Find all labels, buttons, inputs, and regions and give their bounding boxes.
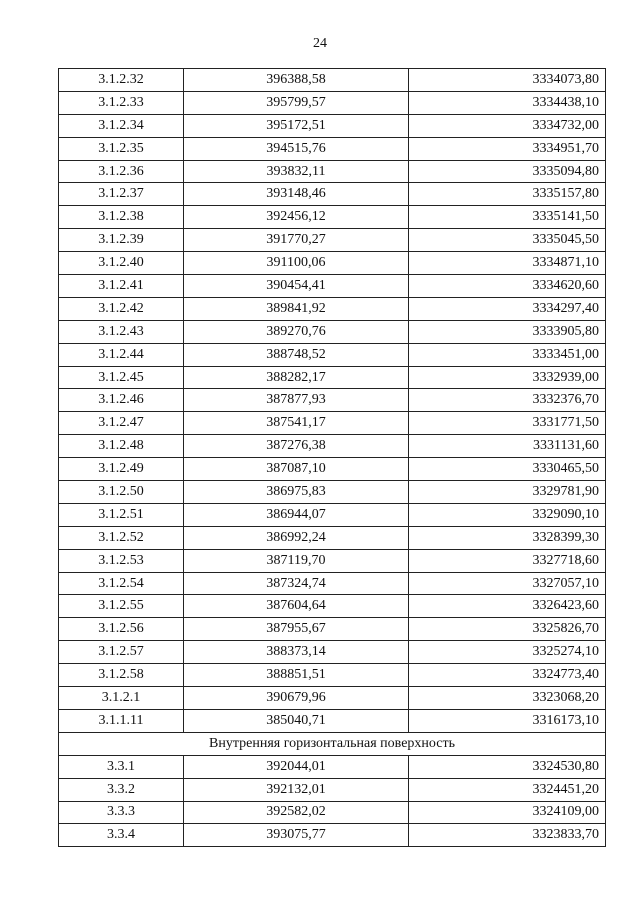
table-row [59, 252, 606, 275]
table-row [59, 824, 606, 847]
point-id-cell: 3.1.2.34 [59, 114, 184, 137]
point-id-cell: 3.1.2.54 [59, 572, 184, 595]
x-coordinate-cell: 388282,17 [184, 366, 409, 389]
point-id-cell: 3.1.2.46 [59, 389, 184, 412]
point-id-cell: 3.3.4 [59, 824, 184, 847]
x-coordinate-cell: 387955,67 [184, 618, 409, 641]
table-row [59, 709, 606, 732]
x-coordinate-cell: 395799,57 [184, 91, 409, 114]
table-row [59, 69, 606, 92]
table-row [59, 91, 606, 114]
table-row [59, 160, 606, 183]
y-coordinate-cell: 3334951,70 [409, 137, 606, 160]
table-row [59, 549, 606, 572]
table-row [59, 229, 606, 252]
x-coordinate-cell: 385040,71 [184, 709, 409, 732]
x-coordinate-cell: 387276,38 [184, 435, 409, 458]
point-id-cell: 3.1.2.39 [59, 229, 184, 252]
x-coordinate-cell: 389270,76 [184, 320, 409, 343]
table-row [59, 595, 606, 618]
y-coordinate-cell: 3330465,50 [409, 458, 606, 481]
x-coordinate-cell: 386992,24 [184, 526, 409, 549]
table-row [59, 481, 606, 504]
x-coordinate-cell: 388851,51 [184, 664, 409, 687]
point-id-cell: 3.1.2.52 [59, 526, 184, 549]
table-row [59, 572, 606, 595]
table-row [59, 641, 606, 664]
x-coordinate-cell: 393148,46 [184, 183, 409, 206]
y-coordinate-cell: 3324109,00 [409, 801, 606, 824]
x-coordinate-cell: 392582,02 [184, 801, 409, 824]
y-coordinate-cell: 3328399,30 [409, 526, 606, 549]
x-coordinate-cell: 387087,10 [184, 458, 409, 481]
section-row [59, 732, 606, 755]
x-coordinate-cell: 394515,76 [184, 137, 409, 160]
table-row [59, 664, 606, 687]
page-number: 24 [313, 36, 327, 51]
y-coordinate-cell: 3324773,40 [409, 664, 606, 687]
y-coordinate-cell: 3316173,10 [409, 709, 606, 732]
x-coordinate-cell: 386975,83 [184, 481, 409, 504]
x-coordinate-cell: 390679,96 [184, 687, 409, 710]
point-id-cell: 3.1.2.41 [59, 275, 184, 298]
point-id-cell: 3.1.2.40 [59, 252, 184, 275]
y-coordinate-cell: 3335094,80 [409, 160, 606, 183]
y-coordinate-cell: 3335045,50 [409, 229, 606, 252]
point-id-cell: 3.1.2.55 [59, 595, 184, 618]
table-row [59, 137, 606, 160]
coordinates-table-body [59, 69, 606, 847]
point-id-cell: 3.1.1.11 [59, 709, 184, 732]
point-id-cell: 3.1.2.35 [59, 137, 184, 160]
y-coordinate-cell: 3332939,00 [409, 366, 606, 389]
table-row [59, 435, 606, 458]
y-coordinate-cell: 3323833,70 [409, 824, 606, 847]
point-id-cell: 3.1.2.50 [59, 481, 184, 504]
table-row [59, 389, 606, 412]
section-title: Внутренняя горизонтальная поверхность [59, 732, 606, 755]
point-id-cell: 3.1.2.57 [59, 641, 184, 664]
point-id-cell: 3.3.3 [59, 801, 184, 824]
table-row [59, 297, 606, 320]
point-id-cell: 3.1.2.38 [59, 206, 184, 229]
table-row [59, 687, 606, 710]
point-id-cell: 3.3.1 [59, 755, 184, 778]
y-coordinate-cell: 3331131,60 [409, 435, 606, 458]
y-coordinate-cell: 3324451,20 [409, 778, 606, 801]
table-row [59, 320, 606, 343]
point-id-cell: 3.1.2.58 [59, 664, 184, 687]
x-coordinate-cell: 390454,41 [184, 275, 409, 298]
x-coordinate-cell: 387877,93 [184, 389, 409, 412]
x-coordinate-cell: 387119,70 [184, 549, 409, 572]
point-id-cell: 3.1.2.1 [59, 687, 184, 710]
x-coordinate-cell: 392044,01 [184, 755, 409, 778]
table-row [59, 526, 606, 549]
y-coordinate-cell: 3334620,60 [409, 275, 606, 298]
y-coordinate-cell: 3334438,10 [409, 91, 606, 114]
point-id-cell: 3.1.2.33 [59, 91, 184, 114]
y-coordinate-cell: 3327057,10 [409, 572, 606, 595]
table-row [59, 114, 606, 137]
x-coordinate-cell: 389841,92 [184, 297, 409, 320]
point-id-cell: 3.1.2.56 [59, 618, 184, 641]
y-coordinate-cell: 3326423,60 [409, 595, 606, 618]
point-id-cell: 3.3.2 [59, 778, 184, 801]
y-coordinate-cell: 3332376,70 [409, 389, 606, 412]
x-coordinate-cell: 388373,14 [184, 641, 409, 664]
table-row [59, 275, 606, 298]
table-row [59, 801, 606, 824]
point-id-cell: 3.1.2.51 [59, 503, 184, 526]
y-coordinate-cell: 3324530,80 [409, 755, 606, 778]
y-coordinate-cell: 3333451,00 [409, 343, 606, 366]
y-coordinate-cell: 3334732,00 [409, 114, 606, 137]
x-coordinate-cell: 391100,06 [184, 252, 409, 275]
table-row [59, 343, 606, 366]
x-coordinate-cell: 395172,51 [184, 114, 409, 137]
point-id-cell: 3.1.2.45 [59, 366, 184, 389]
point-id-cell: 3.1.2.32 [59, 69, 184, 92]
y-coordinate-cell: 3325826,70 [409, 618, 606, 641]
x-coordinate-cell: 396388,58 [184, 69, 409, 92]
point-id-cell: 3.1.2.47 [59, 412, 184, 435]
point-id-cell: 3.1.2.49 [59, 458, 184, 481]
x-coordinate-cell: 391770,27 [184, 229, 409, 252]
x-coordinate-cell: 386944,07 [184, 503, 409, 526]
table-row [59, 206, 606, 229]
x-coordinate-cell: 393832,11 [184, 160, 409, 183]
y-coordinate-cell: 3334297,40 [409, 297, 606, 320]
y-coordinate-cell: 3327718,60 [409, 549, 606, 572]
coordinates-table [58, 68, 606, 847]
y-coordinate-cell: 3331771,50 [409, 412, 606, 435]
y-coordinate-cell: 3334871,10 [409, 252, 606, 275]
table-row [59, 755, 606, 778]
y-coordinate-cell: 3335141,50 [409, 206, 606, 229]
table-row [59, 503, 606, 526]
table-row [59, 458, 606, 481]
y-coordinate-cell: 3329781,90 [409, 481, 606, 504]
table-row [59, 366, 606, 389]
table-row [59, 412, 606, 435]
point-id-cell: 3.1.2.44 [59, 343, 184, 366]
table-row [59, 183, 606, 206]
y-coordinate-cell: 3323068,20 [409, 687, 606, 710]
point-id-cell: 3.1.2.43 [59, 320, 184, 343]
x-coordinate-cell: 388748,52 [184, 343, 409, 366]
y-coordinate-cell: 3335157,80 [409, 183, 606, 206]
x-coordinate-cell: 392456,12 [184, 206, 409, 229]
y-coordinate-cell: 3325274,10 [409, 641, 606, 664]
point-id-cell: 3.1.2.48 [59, 435, 184, 458]
y-coordinate-cell: 3329090,10 [409, 503, 606, 526]
point-id-cell: 3.1.2.53 [59, 549, 184, 572]
y-coordinate-cell: 3333905,80 [409, 320, 606, 343]
point-id-cell: 3.1.2.36 [59, 160, 184, 183]
point-id-cell: 3.1.2.42 [59, 297, 184, 320]
x-coordinate-cell: 387541,17 [184, 412, 409, 435]
table-row [59, 778, 606, 801]
x-coordinate-cell: 387324,74 [184, 572, 409, 595]
x-coordinate-cell: 392132,01 [184, 778, 409, 801]
table-row [59, 618, 606, 641]
x-coordinate-cell: 387604,64 [184, 595, 409, 618]
y-coordinate-cell: 3334073,80 [409, 69, 606, 92]
x-coordinate-cell: 393075,77 [184, 824, 409, 847]
point-id-cell: 3.1.2.37 [59, 183, 184, 206]
